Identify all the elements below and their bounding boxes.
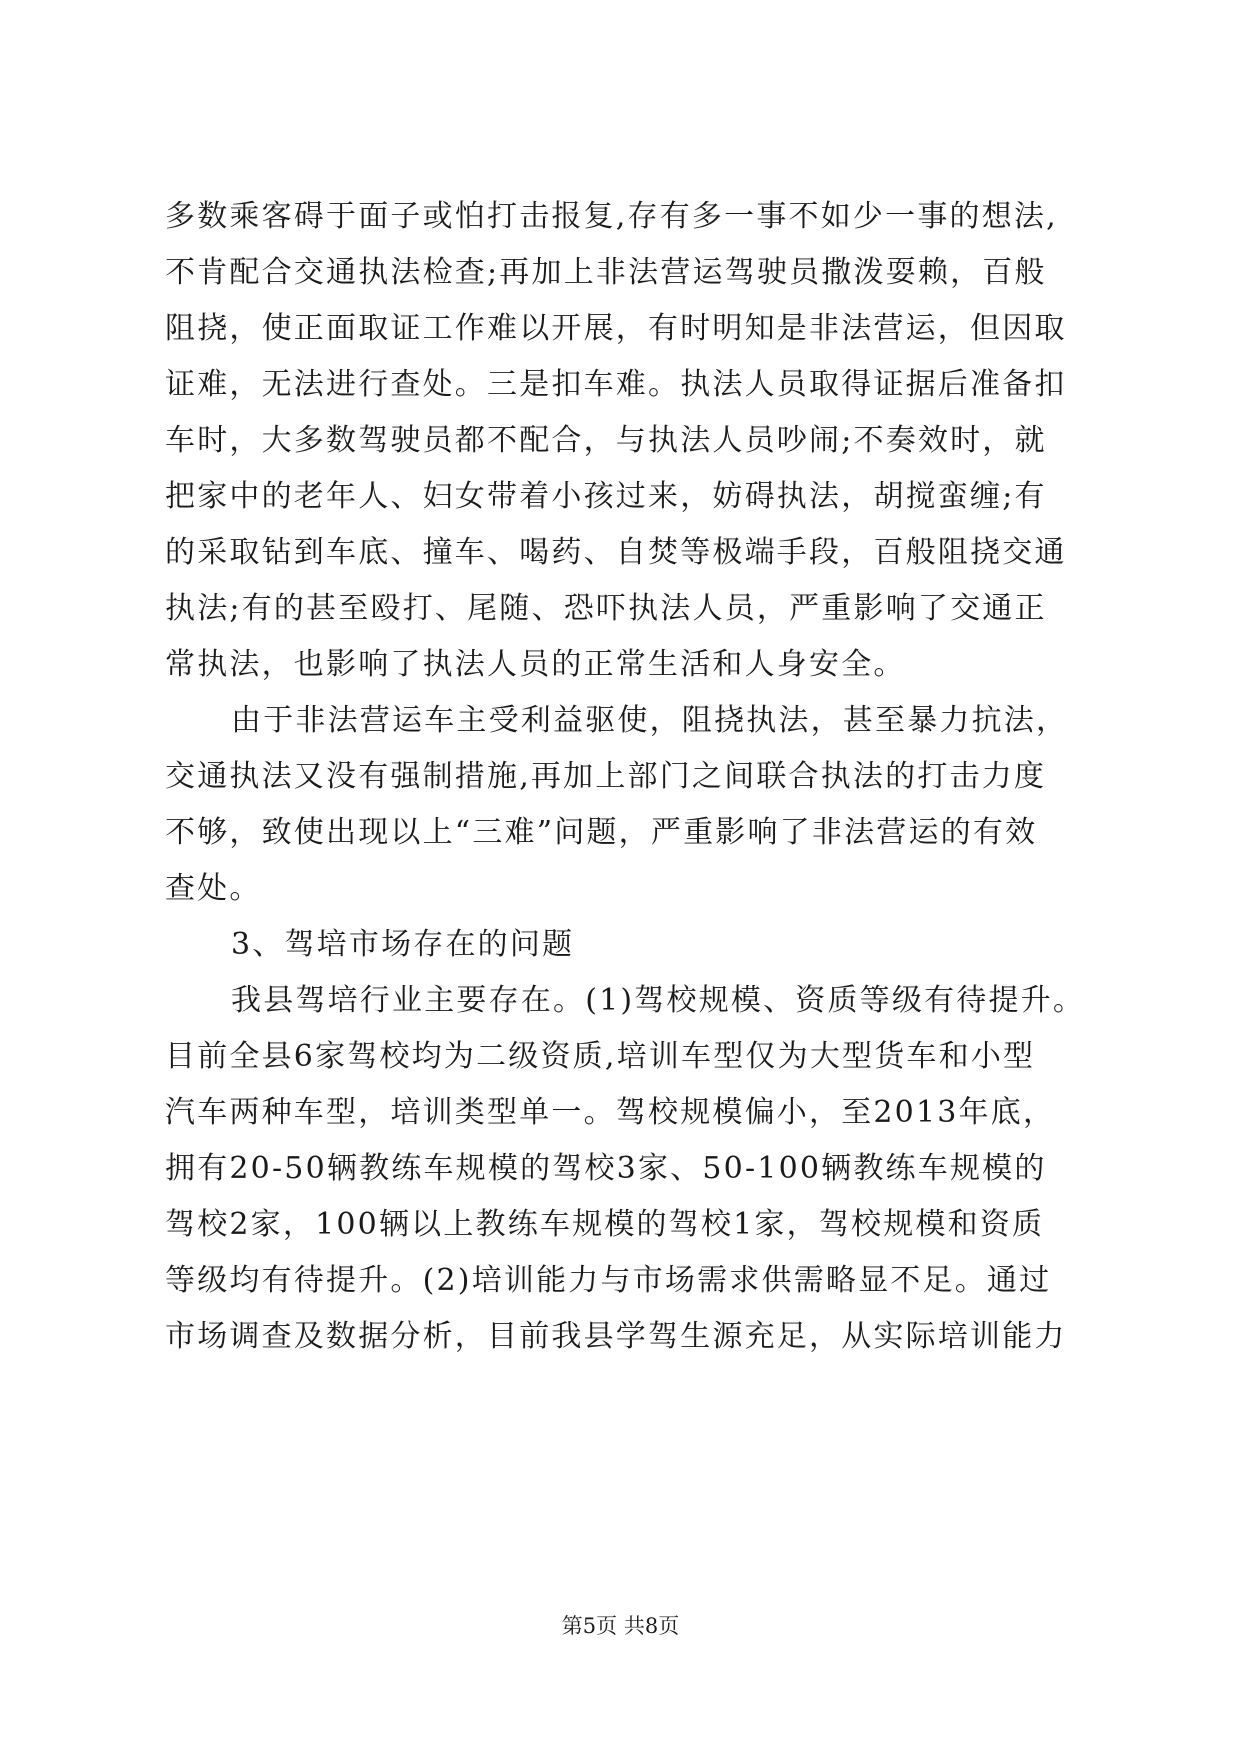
text-line: 证难，无法进行查处。三是扣车难。执法人员取得证据后准备扣 xyxy=(165,367,1067,402)
text-line: 阻挠，使正面取证工作难以开展，有时明知是非法营运，但因取 xyxy=(165,311,1067,346)
text-line: 的采取钻到车底、撞车、喝药、自焚等极端手段，百般阻挠交通 xyxy=(165,535,1067,570)
text-line: 常执法，也影响了执法人员的正常生活和人身安全。 xyxy=(165,647,906,682)
text-line: 交通执法又没有强制措施,再加上部门之间联合执法的打击力度 xyxy=(165,759,1047,794)
text-line: 多数乘客碍于面子或怕打击报复,存有多一事不如少一事的想法, xyxy=(165,199,1058,234)
page-number: 第5页 共8页 xyxy=(561,1614,680,1638)
text-line: 驾校2家，100辆以上教练车规模的驾校1家，驾校规模和资质 xyxy=(165,1207,1045,1242)
text-line: 把家中的老年人、妇女带着小孩过来，妨碍执法，胡搅蛮缠;有 xyxy=(165,479,1047,514)
text-line: 拥有20-50辆教练车规模的驾校3家、50-100辆教练车规模的 xyxy=(165,1151,1047,1186)
text-line: 查处。 xyxy=(165,871,262,906)
section-heading: 3、驾培市场存在的问题 xyxy=(231,927,575,962)
text-line: 市场调查及数据分析，目前我县学驾生源充足，从实际培训能力 xyxy=(165,1319,1067,1354)
text-line: 目前全县6家驾校均为二级资质,培训车型仅为大型货车和小型 xyxy=(165,1039,1036,1074)
paragraph-first-line: 我县驾培行业主要存在。(1)驾校规模、资质等级有待提升。 xyxy=(231,983,1086,1018)
text-line: 不肯配合交通执法检查;再加上非法营运驾驶员撒泼耍赖，百般 xyxy=(165,255,1047,290)
text-line: 不够，致使出现以上“三难”问题，严重影响了非法营运的有效 xyxy=(165,815,1038,850)
text-line: 执法;有的甚至殴打、尾随、恐吓执法人员，严重影响了交通正 xyxy=(165,591,1047,626)
text-line: 车时，大多数驾驶员都不配合，与执法人员吵闹;不奏效时，就 xyxy=(165,423,1047,458)
text-line: 等级均有待提升。(2)培训能力与市场需求供需略显不足。通过 xyxy=(165,1263,1052,1298)
text-line: 汽车两种车型，培训类型单一。驾校规模偏小，至2013年底， xyxy=(165,1095,1056,1130)
paragraph-first-line: 由于非法营运车主受利益驱使，阻挠执法，甚至暴力抗法， xyxy=(231,703,1069,738)
